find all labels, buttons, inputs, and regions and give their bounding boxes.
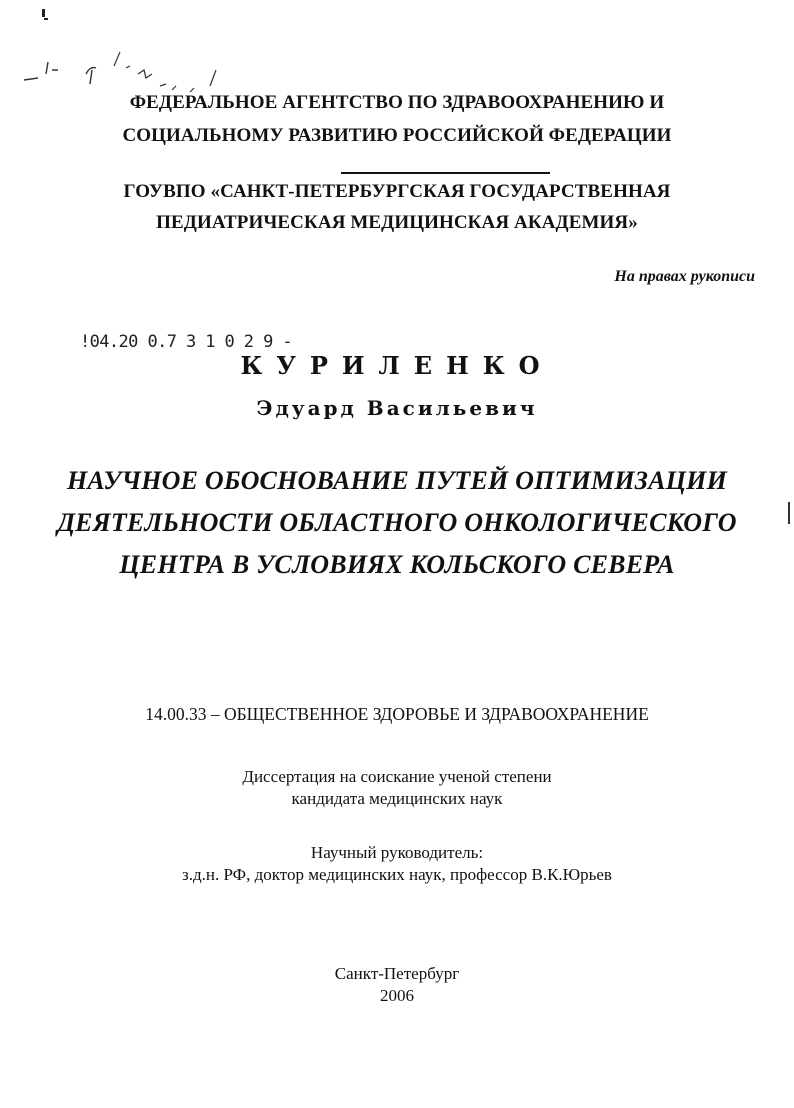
corner-mark: [42, 9, 45, 17]
year: 2006: [380, 986, 414, 1005]
supervisor-details: з.д.н. РФ, доктор медицинских наук, профессор В.К.Юрьев: [182, 865, 612, 884]
agency-line-2: СОЦИАЛЬНОМУ РАЗВИТИЮ РОССИЙСКОЙ ФЕДЕРАЦИИ: [122, 125, 672, 146]
thesis-title-line-2: ДЕЯТЕЛЬНОСТИ ОБЛАСТНОГО ОНКОЛОГИЧЕСКОГО: [57, 508, 737, 537]
rights-note: На правах рукописи: [614, 268, 755, 285]
thesis-title-line-3: ЦЕНТРА В УСЛОВИЯХ КОЛЬСКОГО СЕВЕРА: [119, 550, 675, 579]
degree-line-1: Диссертация на соискание ученой степени: [242, 767, 552, 786]
city: Санкт-Петербург: [334, 964, 460, 983]
degree-line-2: кандидата медицинских наук: [291, 789, 503, 808]
supervisor-label: Научный руководитель:: [310, 843, 484, 862]
agency-line-1: ФЕДЕРАЛЬНОЕ АГЕНТСТВО ПО ЗДРАВООХРАНЕНИЮ И: [129, 92, 665, 113]
corner-mark: [44, 18, 48, 20]
thesis-title-line-1: НАУЧНОЕ ОБОСНОВАНИЕ ПУТЕЙ ОПТИМИЗАЦИИ: [66, 466, 728, 495]
author-given-names: Эдуард Васильевич: [256, 396, 538, 420]
header-divider: [341, 172, 550, 174]
catalog-stamp: !04.20 0.7 3 1 0 2 9 -: [80, 332, 292, 352]
specialty: 14.00.33 – ОБЩЕСТВЕННОЕ ЗДОРОВЬЕ И ЗДРАВООХРАНЕНИЕ: [145, 704, 649, 724]
academy-line-2: ПЕДИАТРИЧЕСКАЯ МЕДИЦИНСКАЯ АКАДЕМИЯ»: [156, 212, 638, 233]
academy-line-1: ГОУВПО «САНКТ-ПЕТЕРБУРГСКАЯ ГОСУДАРСТВЕННАЯ: [123, 181, 671, 202]
author-surname: КУРИЛЕНКО: [240, 351, 554, 380]
